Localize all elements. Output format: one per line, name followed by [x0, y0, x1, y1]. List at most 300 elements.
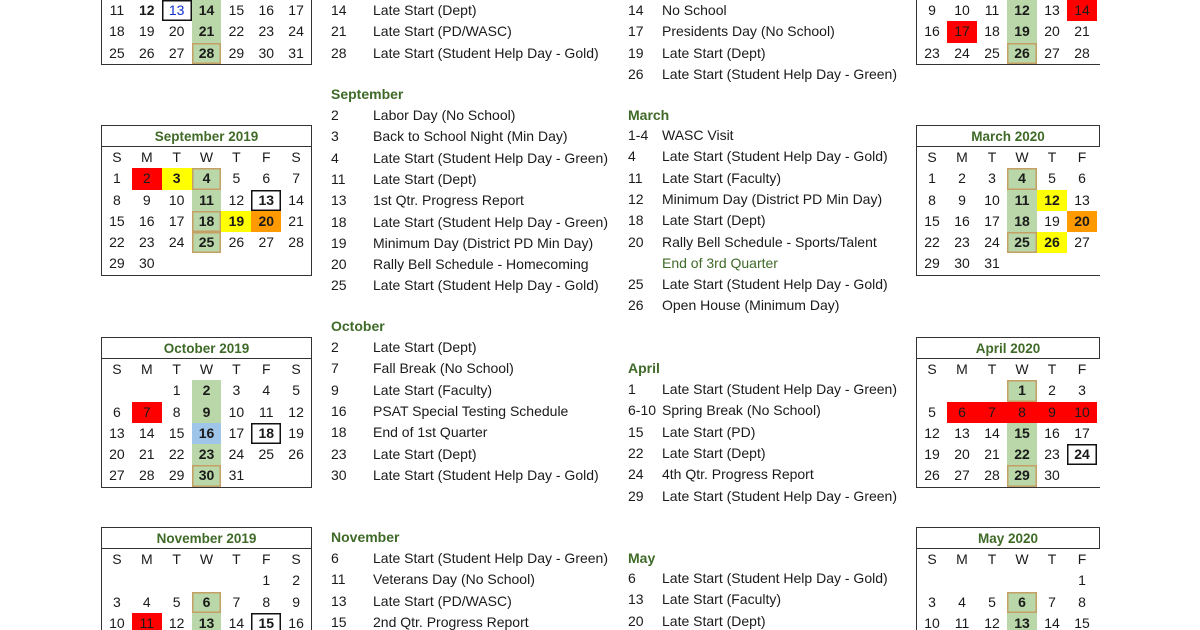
calendar-week-row: [917, 0, 1100, 21]
calendar-day: 17: [1074, 424, 1090, 441]
day-of-week-label: F: [1077, 361, 1087, 377]
event-date: 28: [331, 44, 347, 61]
day-of-week-label: S: [291, 551, 301, 567]
calendar-week-row: [917, 168, 1100, 189]
event-item: [331, 569, 535, 590]
calendar-day: 24: [288, 23, 304, 40]
calendar-title: April 2020: [917, 337, 1100, 359]
calendar-day: 5: [292, 382, 300, 399]
event-text: Late Start (Student Help Day - Gold): [662, 276, 888, 293]
event-date: 9: [331, 381, 339, 398]
calendar-day: 3: [988, 170, 996, 187]
event-text: Late Start (Dept): [373, 445, 477, 462]
calendar-day: 7: [977, 402, 1007, 423]
event-item: [331, 0, 477, 21]
calendar-day-empty: [221, 253, 251, 274]
event-date: 20: [331, 256, 347, 273]
event-item: [628, 146, 888, 167]
calendar-day: 16: [288, 614, 304, 630]
calendar-day: 4: [1007, 168, 1037, 189]
calendar-day: 7: [132, 402, 162, 423]
calendar-day: 12: [1007, 0, 1037, 21]
calendar-day-empty: [192, 253, 222, 274]
calendar-day: 26: [288, 446, 304, 463]
event-item: [331, 43, 599, 64]
calendar-day: 11: [954, 614, 970, 630]
event-text: WASC Visit: [662, 127, 734, 143]
event-item: [628, 589, 781, 610]
calendar-day: 18: [109, 23, 125, 40]
calendar-day: 21: [288, 212, 304, 229]
event-text: No School: [662, 2, 727, 18]
calendar-day: 31: [984, 255, 1000, 272]
calendar-day: 3: [928, 593, 936, 610]
calendar-day: 20: [1067, 211, 1097, 232]
calendar-week-row: [102, 253, 311, 274]
calendar-day: 17: [168, 212, 185, 229]
month-header-november: November: [331, 529, 400, 545]
calendar-day: 18: [1007, 211, 1037, 232]
day-of-week-header: [102, 147, 311, 168]
calendar-title: May 2020: [917, 527, 1100, 549]
event-text: Veterans Day (No School): [373, 571, 535, 588]
day-of-week-label: S: [291, 149, 301, 165]
event-text: Open House (Minimum Day): [662, 297, 840, 314]
calendar-day: 21: [192, 21, 222, 42]
event-date: 22: [628, 444, 644, 461]
calendar-day: 30: [1044, 467, 1060, 484]
calendar-day: 7: [292, 170, 300, 187]
calendar-day: 17: [984, 212, 1000, 229]
calendar-day: 3: [113, 593, 121, 610]
event-item: [331, 148, 608, 169]
calendar-day: 11: [984, 2, 1000, 18]
event-date: 13: [628, 591, 644, 608]
calendar-day: 12: [139, 2, 155, 18]
day-of-week-label: F: [261, 361, 271, 377]
event-date: 3: [331, 128, 339, 145]
event-item: [331, 444, 477, 465]
calendar-day: 12: [288, 403, 304, 420]
calendar-day: 9: [958, 191, 966, 208]
event-date: 1: [628, 381, 636, 397]
calendar-day: 4: [142, 593, 151, 610]
event-date: 2: [331, 339, 339, 355]
calendar-day: 12: [984, 614, 1000, 630]
event-text: Late Start (PD/WASC): [373, 23, 512, 40]
calendar-week-row: [102, 444, 311, 465]
calendar-day-empty: [1007, 253, 1037, 274]
calendar-day: 16: [258, 2, 275, 18]
calendar-day: 7: [232, 593, 241, 610]
event-item: [628, 125, 734, 146]
calendar-day-empty: [947, 380, 977, 401]
calendar-day: 14: [984, 424, 1000, 441]
event-text: Rally Bell Schedule - Sports/Talent: [662, 233, 877, 250]
event-text: 1st Qtr. Progress Report: [373, 192, 524, 209]
event-item: [331, 254, 589, 275]
event-item: [331, 380, 492, 401]
calendar-day: 26: [139, 44, 155, 61]
calendar-day: 1: [172, 382, 181, 399]
calendar-day: 20: [109, 446, 125, 463]
calendar-day: 10: [168, 191, 185, 208]
calendar-day: 8: [1078, 593, 1086, 610]
calendar-day: 13: [1074, 191, 1090, 208]
calendar-week-row: [917, 402, 1100, 423]
day-of-week-label: T: [172, 149, 181, 165]
event-item: [331, 465, 599, 486]
calendar-day: 16: [192, 423, 222, 444]
event-item: [628, 64, 897, 85]
calendar-day: 9: [1037, 402, 1067, 423]
event-text: End of 1st Quarter: [373, 424, 488, 441]
calendar-day: 4: [192, 168, 222, 189]
calendar-day: 18: [192, 211, 222, 232]
calendar-week-row: [917, 444, 1100, 465]
event-text: Late Start (Student Help Day - Green): [373, 213, 608, 230]
event-date: 13: [331, 192, 347, 209]
calendar-day: 10: [924, 614, 940, 630]
calendar-week-row: [102, 592, 311, 613]
calendar-week-row: [917, 190, 1100, 211]
day-of-week-label: M: [140, 551, 153, 567]
calendar-day-empty: [1037, 570, 1067, 591]
calendar-day: 5: [988, 593, 996, 610]
calendar-title: September 2019: [102, 125, 311, 147]
calendar-day: 16: [1044, 424, 1060, 441]
calendar-day: 6: [262, 170, 271, 187]
calendar-day: 6: [192, 592, 222, 613]
event-date: 16: [331, 402, 347, 419]
calendar-day: 23: [924, 44, 940, 61]
calendar-day: 17: [947, 21, 977, 42]
calendar-day: 6: [947, 402, 977, 423]
calendar-day: 1: [928, 170, 936, 187]
event-item: [628, 168, 781, 189]
calendar-day: 5: [172, 593, 181, 610]
event-text: Labor Day (No School): [373, 107, 516, 123]
calendar-day: 16: [139, 212, 155, 229]
event-date: 6: [628, 570, 636, 586]
calendar-day: 29: [924, 255, 940, 272]
calendar-day: 14: [1067, 0, 1097, 21]
event-date: 21: [331, 23, 347, 40]
day-of-week-header: [917, 147, 1100, 168]
event-text: Late Start (Student Help Day - Green): [662, 381, 897, 397]
calendar-feb: [916, 0, 1100, 65]
event-text: Rally Bell Schedule - Homecoming: [373, 256, 589, 273]
event-item: [628, 295, 839, 316]
event-item: [628, 611, 766, 630]
event-date: 1-4: [628, 127, 649, 143]
calendar-day: 12: [228, 191, 245, 208]
day-of-week-label: T: [987, 149, 997, 165]
event-date: 20: [628, 233, 644, 250]
calendar-day: 31: [288, 44, 304, 61]
event-item: [628, 443, 766, 464]
calendar-day: 9: [292, 593, 300, 610]
calendar-day: 13: [192, 613, 222, 630]
calendar-day: 15: [109, 212, 125, 229]
calendar-day: 9: [928, 2, 936, 18]
event-text: Minimum Day (District PD Min Day): [662, 190, 883, 207]
event-item: [331, 126, 568, 147]
event-date: 19: [628, 44, 644, 61]
calendar-aug: [101, 0, 312, 65]
calendar-title: November 2019: [102, 527, 311, 549]
calendar-day: 23: [139, 234, 155, 251]
calendar-day: 28: [1074, 44, 1090, 61]
calendar-day: 3: [1078, 382, 1086, 399]
calendar-week-row: [917, 570, 1100, 591]
calendar-day: 25: [1007, 232, 1037, 253]
calendar-day: 11: [132, 613, 162, 630]
calendar-day: 18: [251, 423, 281, 444]
calendar-day: 22: [228, 23, 245, 40]
event-text: Late Start (PD): [662, 423, 756, 440]
event-date: 13: [331, 592, 347, 609]
calendar-week-row: [102, 211, 311, 232]
calendar-week-row: [102, 380, 311, 401]
calendar-day: 14: [139, 424, 155, 441]
calendar-day: 20: [954, 446, 970, 463]
calendar-week-row: [102, 21, 311, 42]
event-text: Late Start (Dept): [373, 2, 477, 18]
event-text: Late Start (Student Help Day - Gold): [373, 277, 599, 294]
calendar-day: 21: [1074, 23, 1090, 40]
day-of-week-label: T: [1047, 551, 1057, 567]
day-of-week-label: T: [172, 551, 181, 567]
calendar-day: 22: [109, 234, 125, 251]
month-header-october: October: [331, 318, 385, 334]
event-item: [331, 548, 608, 569]
event-text: Presidents Day (No School): [662, 23, 835, 40]
calendar-day-empty: [917, 380, 947, 401]
calendar-day: 10: [954, 2, 970, 18]
event-date: 20: [628, 612, 644, 629]
event-date: 18: [331, 424, 347, 441]
event-item: [628, 464, 814, 485]
event-item: [331, 612, 529, 630]
calendar-day: 15: [1074, 614, 1090, 630]
event-date: 17: [628, 23, 644, 40]
day-of-week-header: [917, 549, 1100, 570]
day-of-week-label: W: [1015, 551, 1029, 567]
calendar-day: 8: [113, 191, 121, 208]
event-text: Late Start (Faculty): [662, 169, 782, 186]
calendar-day: 8: [1007, 402, 1037, 423]
calendar-mar: [916, 125, 1100, 276]
calendar-day: 26: [1037, 232, 1067, 253]
calendar-day: 31: [228, 467, 245, 484]
calendar-day: 13: [1007, 613, 1037, 630]
calendar-day: 17: [228, 424, 245, 441]
event-text: Late Start (Student Help Day - Gold): [373, 466, 599, 483]
calendar-day-empty: [251, 465, 281, 486]
calendar-day: 2: [1048, 382, 1056, 399]
calendar-day: 1: [1078, 572, 1086, 589]
calendar-day: 21: [984, 446, 1000, 463]
calendar-day: 4: [958, 593, 966, 610]
calendar-day: 10: [228, 403, 245, 420]
calendar-week-row: [917, 232, 1100, 253]
calendar-day: 13: [109, 424, 125, 441]
calendar-day: 20: [168, 23, 185, 40]
day-of-week-label: T: [172, 361, 181, 377]
event-text: PSAT Special Testing Schedule: [373, 402, 569, 419]
calendar-day: 11: [192, 190, 222, 211]
calendar-week-row: [102, 465, 311, 486]
calendar-day: 27: [1044, 44, 1060, 61]
calendar-day: 16: [954, 212, 970, 229]
event-item: [628, 422, 755, 443]
calendar-day: 15: [924, 212, 940, 229]
month-header-may: May: [628, 550, 656, 566]
calendar-day: 15: [168, 424, 185, 441]
calendar-day: 15: [1007, 423, 1037, 444]
day-of-week-label: W: [199, 149, 214, 165]
calendar-week-row: [917, 21, 1100, 42]
calendar-day-empty: [162, 253, 192, 274]
event-item: [628, 0, 727, 21]
event-text: Spring Break (No School): [662, 402, 821, 419]
calendar-day: 15: [228, 2, 245, 18]
calendar-day: 5: [928, 403, 936, 420]
calendar-day: 1: [1007, 380, 1037, 401]
day-of-week-label: F: [261, 551, 271, 567]
calendar-day-empty: [947, 570, 977, 591]
event-item: [628, 189, 882, 210]
event-date: 14: [331, 2, 347, 18]
day-of-week-label: S: [112, 149, 122, 165]
calendar-title: October 2019: [102, 337, 311, 359]
event-date: 12: [628, 190, 644, 207]
calendar-sep: [101, 125, 312, 276]
calendar-nov: [101, 527, 312, 630]
calendar-day: 28: [139, 467, 155, 484]
calendar-day: 7: [1048, 593, 1056, 610]
day-of-week-label: M: [956, 149, 968, 165]
event-text: Late Start (Faculty): [662, 591, 782, 608]
event-date: 18: [628, 212, 644, 229]
calendar-day: 10: [984, 191, 1000, 208]
calendar-day: 18: [984, 23, 1000, 40]
calendar-day-empty: [977, 380, 1007, 401]
calendar-day: 14: [228, 614, 245, 630]
event-date: 4: [628, 148, 636, 165]
day-of-week-label: S: [927, 361, 937, 377]
calendar-day: 16: [924, 23, 940, 40]
calendar-day: 10: [1067, 402, 1097, 423]
calendar-day: 10: [109, 614, 125, 630]
day-of-week-label: T: [987, 551, 997, 567]
calendar-day-empty: [1067, 465, 1097, 486]
day-of-week-label: T: [1047, 149, 1057, 165]
event-date: 15: [628, 423, 644, 440]
calendar-day: 22: [924, 234, 940, 251]
day-of-week-header: [917, 359, 1100, 380]
calendar-day: 25: [984, 44, 1000, 61]
calendar-day-empty: [977, 570, 1007, 591]
calendar-day: 29: [228, 44, 245, 61]
event-item: [331, 358, 514, 379]
calendar-day-empty: [1067, 253, 1097, 274]
event-item: [628, 43, 766, 64]
event-date: 29: [628, 487, 644, 504]
calendar-day: 22: [168, 446, 185, 463]
event-item: [331, 233, 593, 254]
calendar-day-empty: [221, 570, 251, 591]
calendar-day-empty: [192, 570, 222, 591]
event-text: End of 3rd Quarter: [662, 254, 778, 271]
day-of-week-label: S: [927, 551, 937, 567]
calendar-day: 21: [139, 446, 155, 463]
day-of-week-label: S: [291, 361, 301, 377]
calendar-day: 8: [172, 403, 181, 420]
day-of-week-label: W: [1015, 361, 1029, 377]
day-of-week-header: [102, 359, 311, 380]
event-text: Late Start (Dept): [373, 170, 477, 187]
calendar-day: 9: [192, 402, 222, 423]
event-text: Back to School Night (Min Day): [373, 128, 568, 145]
event-text: Late Start (Dept): [662, 444, 766, 461]
calendar-day: 23: [1044, 446, 1060, 463]
event-text: Late Start (Student Help Day - Gold): [662, 570, 888, 586]
calendar-day: 23: [954, 234, 970, 251]
calendar-week-row: [917, 211, 1100, 232]
calendar-day-empty: [132, 380, 162, 401]
event-text: Late Start (Student Help Day - Green): [662, 65, 897, 82]
calendar-day: 8: [262, 593, 271, 610]
calendar-day: 24: [1067, 444, 1097, 465]
event-date: 4: [331, 149, 339, 166]
calendar-week-row: [917, 613, 1100, 630]
calendar-day: 28: [288, 234, 304, 251]
calendar-day: 27: [1074, 234, 1090, 251]
event-text: Minimum Day (District PD Min Day): [373, 234, 594, 251]
calendar-day: 17: [288, 2, 304, 18]
day-of-week-label: M: [956, 551, 968, 567]
event-date: 7: [331, 360, 339, 377]
calendar-week-row: [917, 465, 1100, 486]
event-text: Late Start (Faculty): [373, 381, 493, 398]
event-date: 11: [331, 170, 346, 187]
calendar-day: 27: [168, 44, 185, 61]
event-item: [331, 401, 568, 422]
calendar-day: 30: [192, 465, 222, 486]
day-of-week-label: T: [987, 361, 997, 377]
calendar-week-row: [102, 570, 311, 591]
event-date: 25: [628, 276, 644, 293]
event-item: [331, 105, 515, 126]
calendar-day-empty: [1007, 570, 1037, 591]
event-date: 6-10: [628, 402, 657, 419]
calendar-day: 20: [251, 211, 281, 232]
event-item: [628, 568, 888, 589]
month-header-september: September: [331, 86, 404, 102]
event-date: 23: [331, 445, 347, 462]
calendar-week-row: [917, 43, 1100, 64]
event-item: [331, 169, 477, 190]
calendar-week-row: [917, 423, 1100, 444]
calendar-day: 14: [1044, 614, 1060, 630]
calendar-day: 1: [262, 572, 271, 589]
event-text: Late Start (Student Help Day - Green): [373, 550, 608, 566]
calendar-day: 11: [258, 403, 274, 420]
event-date: 30: [331, 466, 347, 483]
event-date: 25: [331, 277, 347, 294]
